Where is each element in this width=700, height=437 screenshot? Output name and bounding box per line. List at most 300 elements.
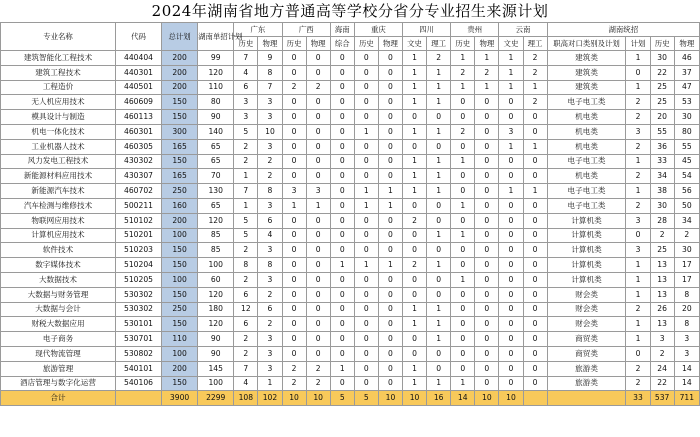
major-name: 建筑工程技术 [1,65,116,80]
province-plan-cell: 0 [330,287,354,302]
hunan-plan-count: 2 [626,302,650,317]
summary-cell: 10 [475,391,499,406]
hunan-physics: 17 [674,272,699,287]
province-plan-cell: 0 [499,198,523,213]
vocational-category: 财会类 [547,317,626,332]
major-name: 无人机应用技术 [1,95,116,110]
province-plan-cell: 0 [378,272,402,287]
province-plan-cell: 0 [330,154,354,169]
major-name: 软件技术 [1,243,116,258]
total-plan: 150 [162,287,198,302]
province-plan-cell: 0 [475,95,499,110]
province-plan-cell: 1 [403,302,427,317]
province-plan-cell: 0 [451,258,475,273]
hunan-single-plan: 65 [198,154,234,169]
province-plan-cell: 6 [234,287,258,302]
province-plan-cell: 0 [378,228,402,243]
major-code: 530802 [116,346,162,361]
hunan-history: 20 [650,110,674,125]
hunan-single-plan: 85 [198,243,234,258]
province-plan-cell: 0 [378,95,402,110]
total-plan: 200 [162,213,198,228]
province-plan-cell: 0 [475,154,499,169]
province-plan-cell: 0 [330,139,354,154]
major-name: 旅游管理 [1,361,116,376]
header-vocational-category: 职高对口类别及计划 [547,37,626,51]
major-name: 模具设计与制造 [1,110,116,125]
province-plan-cell: 0 [451,317,475,332]
vocational-category: 计算机类 [547,272,626,287]
summary-history: 537 [650,391,674,406]
province-plan-cell: 0 [499,376,523,391]
province-plan-cell: 0 [306,346,330,361]
total-plan: 250 [162,302,198,317]
province-plan-cell: 0 [354,154,378,169]
table-row [1,243,700,258]
province-plan-cell: 0 [499,228,523,243]
vocational-category: 计算机类 [547,228,626,243]
province-plan-cell: 9 [258,51,282,66]
province-plan-cell: 0 [354,95,378,110]
hunan-single-plan: 120 [198,287,234,302]
province-plan-cell: 0 [282,332,306,347]
province-plan-cell: 0 [378,376,402,391]
province-plan-cell: 0 [306,302,330,317]
province-plan-cell: 0 [451,332,475,347]
province-plan-cell: 0 [523,332,547,347]
vocational-category: 电子电工类 [547,184,626,199]
province-plan-cell: 4 [258,228,282,243]
hunan-plan-count: 2 [626,376,650,391]
total-plan: 150 [162,258,198,273]
province-plan-cell: 2 [306,80,330,95]
province-plan-cell: 0 [354,272,378,287]
province-plan-cell: 1 [354,258,378,273]
hunan-physics: 3 [674,332,699,347]
province-plan-cell: 0 [523,302,547,317]
province-plan-cell: 0 [282,51,306,66]
summary-physics: 711 [674,391,699,406]
hunan-plan-count: 1 [626,272,650,287]
province-plan-cell: 0 [475,258,499,273]
province-plan-cell: 2 [523,65,547,80]
province-plan-cell: 0 [306,228,330,243]
summary-cell [523,391,547,406]
province-plan-cell: 3 [258,110,282,125]
table-row [1,346,700,361]
province-plan-cell: 0 [330,228,354,243]
province-plan-cell: 0 [282,228,306,243]
province-plan-cell: 2 [258,154,282,169]
vocational-category: 建筑类 [547,51,626,66]
hunan-single-plan: 65 [198,198,234,213]
hunan-physics: 50 [674,198,699,213]
plan-table [0,22,700,406]
vocational-category: 财会类 [547,302,626,317]
province-plan-cell: 1 [330,258,354,273]
province-plan-cell: 8 [258,184,282,199]
vocational-category: 电子电工类 [547,198,626,213]
province-plan-cell: 0 [523,124,547,139]
total-plan: 200 [162,51,198,66]
table-row [1,272,700,287]
table-row [1,317,700,332]
province-plan-cell: 0 [427,213,451,228]
province-plan-cell: 0 [330,95,354,110]
province-plan-cell: 0 [499,110,523,125]
summary-hunan-plan: 2299 [198,391,234,406]
province-plan-cell: 0 [306,213,330,228]
province-plan-cell: 1 [427,184,451,199]
province-plan-cell: 0 [306,139,330,154]
province-plan-cell: 0 [499,213,523,228]
province-plan-cell: 0 [330,124,354,139]
summary-cell: 10 [282,391,306,406]
province-plan-cell: 1 [499,184,523,199]
province-plan-cell: 0 [403,346,427,361]
vocational-category: 机电类 [547,110,626,125]
hunan-physics: 3 [674,346,699,361]
table-row [1,139,700,154]
province-plan-cell: 0 [523,228,547,243]
province-plan-cell: 0 [523,110,547,125]
province-plan-cell: 0 [451,95,475,110]
hunan-history: 30 [650,51,674,66]
province-plan-cell: 1 [354,124,378,139]
hunan-plan-count: 1 [626,317,650,332]
major-code: 460305 [116,139,162,154]
province-plan-cell: 0 [306,169,330,184]
province-plan-cell: 0 [354,110,378,125]
province-plan-cell: 7 [234,184,258,199]
header-hunan-plan-count: 计划 [626,37,650,51]
hunan-single-plan: 65 [198,139,234,154]
table-row [1,124,700,139]
province-plan-cell: 0 [378,287,402,302]
summary-cell: 16 [427,391,451,406]
province-plan-cell: 0 [354,332,378,347]
province-plan-cell: 3 [306,184,330,199]
hunan-single-plan: 90 [198,110,234,125]
hunan-history: 13 [650,287,674,302]
province-plan-cell: 0 [499,287,523,302]
province-plan-cell: 1 [403,184,427,199]
hunan-history: 33 [650,154,674,169]
table-row [1,258,700,273]
hunan-physics: 17 [674,258,699,273]
province-plan-cell: 0 [475,139,499,154]
province-plan-cell: 1 [475,51,499,66]
summary-cell: 108 [234,391,258,406]
province-plan-cell: 1 [523,139,547,154]
hunan-plan-count: 3 [626,243,650,258]
header-subject: 综合 [330,37,354,51]
table-row [1,361,700,376]
province-plan-cell: 3 [234,95,258,110]
major-name: 建筑智能化工程技术 [1,51,116,66]
province-plan-cell: 0 [282,287,306,302]
province-plan-cell: 1 [234,198,258,213]
province-plan-cell: 6 [258,302,282,317]
major-name: 工业机器人技术 [1,139,116,154]
province-plan-cell: 2 [451,65,475,80]
province-plan-cell: 3 [258,272,282,287]
province-plan-cell: 1 [499,51,523,66]
province-plan-cell: 2 [234,139,258,154]
province-plan-cell: 0 [523,154,547,169]
major-name: 汽车检测与维修技术 [1,198,116,213]
hunan-history: 25 [650,95,674,110]
province-plan-cell: 0 [282,272,306,287]
major-code: 510205 [116,272,162,287]
province-plan-cell: 0 [282,169,306,184]
province-plan-cell: 0 [451,110,475,125]
hunan-plan-count: 2 [626,361,650,376]
header-subject: 物理 [306,37,330,51]
table-row [1,154,700,169]
province-plan-cell: 8 [258,258,282,273]
province-plan-cell: 0 [378,65,402,80]
hunan-history: 30 [650,198,674,213]
province-plan-cell: 0 [403,110,427,125]
province-plan-cell: 0 [354,169,378,184]
total-plan: 150 [162,243,198,258]
province-plan-cell: 8 [258,65,282,80]
table-row [1,184,700,199]
hunan-history: 26 [650,302,674,317]
hunan-history: 2 [650,228,674,243]
province-plan-cell: 7 [234,361,258,376]
hunan-history: 25 [650,243,674,258]
major-code: 530302 [116,287,162,302]
province-plan-cell: 0 [378,302,402,317]
province-plan-cell: 0 [523,346,547,361]
province-plan-cell: 1 [427,376,451,391]
table-row [1,376,700,391]
province-plan-cell: 0 [403,139,427,154]
province-plan-cell: 1 [403,51,427,66]
summary-cell: 10 [499,391,523,406]
total-plan: 100 [162,272,198,287]
summary-cell: 10 [403,391,427,406]
hunan-single-plan: 120 [198,317,234,332]
province-plan-cell: 0 [378,124,402,139]
province-plan-cell: 0 [282,124,306,139]
hunan-physics: 45 [674,154,699,169]
province-plan-cell: 0 [499,169,523,184]
province-plan-cell: 0 [427,139,451,154]
header-subject: 物理 [475,37,499,51]
province-plan-cell: 0 [354,346,378,361]
province-plan-cell: 0 [378,346,402,361]
province-plan-cell: 12 [234,302,258,317]
province-plan-cell: 0 [330,332,354,347]
province-plan-cell: 0 [499,243,523,258]
province-plan-cell: 0 [475,124,499,139]
hunan-single-plan: 99 [198,51,234,66]
hunan-physics: 34 [674,213,699,228]
province-plan-cell: 1 [330,361,354,376]
province-plan-cell: 1 [451,376,475,391]
total-plan: 110 [162,332,198,347]
header-province-hainan: 海南 [330,23,354,37]
province-plan-cell: 1 [403,124,427,139]
province-plan-cell: 2 [523,95,547,110]
province-plan-cell: 4 [234,376,258,391]
province-plan-cell: 3 [282,184,306,199]
province-plan-cell: 5 [234,124,258,139]
province-plan-cell: 0 [330,213,354,228]
major-code: 460113 [116,110,162,125]
hunan-plan-count: 1 [626,258,650,273]
major-name: 大数据技术 [1,272,116,287]
province-plan-cell: 2 [306,376,330,391]
province-plan-cell: 0 [354,317,378,332]
hunan-physics: 20 [674,302,699,317]
province-plan-cell: 0 [330,376,354,391]
hunan-single-plan: 90 [198,346,234,361]
province-plan-cell: 0 [354,243,378,258]
hunan-single-plan: 145 [198,361,234,376]
province-plan-cell: 2 [282,376,306,391]
province-plan-cell: 0 [378,51,402,66]
province-plan-cell: 0 [306,317,330,332]
province-plan-cell: 8 [234,258,258,273]
province-plan-cell: 0 [378,80,402,95]
vocational-category: 机电类 [547,169,626,184]
hunan-history: 36 [650,139,674,154]
hunan-plan-count: 1 [626,51,650,66]
province-plan-cell: 0 [499,317,523,332]
province-plan-cell: 0 [330,110,354,125]
hunan-physics: 37 [674,65,699,80]
major-name: 财税大数据应用 [1,317,116,332]
province-plan-cell: 0 [282,65,306,80]
hunan-physics: 8 [674,317,699,332]
header-total-plan: 总计划 [162,23,198,51]
province-plan-cell: 1 [427,317,451,332]
header-code: 代码 [116,23,162,51]
province-plan-cell: 1 [306,198,330,213]
province-plan-cell: 0 [354,302,378,317]
major-name: 数字媒体技术 [1,258,116,273]
province-plan-cell: 0 [282,110,306,125]
province-plan-cell: 0 [427,243,451,258]
province-plan-cell: 1 [451,198,475,213]
header-province-sichuan: 四川 [403,23,451,37]
hunan-history: 22 [650,65,674,80]
summary-total-plan: 3900 [162,391,198,406]
major-name: 工程造价 [1,80,116,95]
hunan-plan-count: 1 [626,80,650,95]
header-subject: 文史 [403,37,427,51]
summary-cell: 5 [330,391,354,406]
vocational-category: 旅游类 [547,361,626,376]
hunan-history: 28 [650,213,674,228]
province-plan-cell: 0 [306,258,330,273]
province-plan-cell: 0 [475,346,499,361]
province-plan-cell: 1 [378,198,402,213]
vocational-category: 计算机类 [547,258,626,273]
hunan-physics: 55 [674,139,699,154]
province-plan-cell: 0 [378,332,402,347]
total-plan: 100 [162,346,198,361]
province-plan-cell: 0 [523,361,547,376]
summary-plan: 33 [626,391,650,406]
vocational-category: 建筑类 [547,80,626,95]
province-plan-cell: 0 [282,317,306,332]
major-name: 物联网应用技术 [1,213,116,228]
province-plan-cell: 0 [523,198,547,213]
hunan-physics: 30 [674,110,699,125]
hunan-plan-count: 1 [626,184,650,199]
province-plan-cell: 0 [451,213,475,228]
province-plan-cell: 1 [234,169,258,184]
province-plan-cell: 0 [330,302,354,317]
province-plan-cell: 0 [475,376,499,391]
province-plan-cell: 5 [234,213,258,228]
province-plan-cell: 0 [330,80,354,95]
province-plan-cell: 1 [427,258,451,273]
major-code: 530302 [116,302,162,317]
hunan-history: 55 [650,124,674,139]
header-hunan-plan: 湖南单招计划 [198,23,234,51]
province-plan-cell: 1 [427,80,451,95]
province-plan-cell: 0 [330,317,354,332]
hunan-history: 13 [650,258,674,273]
province-plan-cell: 0 [282,258,306,273]
hunan-physics: 8 [674,287,699,302]
hunan-history: 22 [650,376,674,391]
summary-category [547,391,626,406]
header-hunan-group: 湖南统招 [547,23,699,37]
province-plan-cell: 1 [282,198,306,213]
province-plan-cell: 0 [499,258,523,273]
hunan-physics: 80 [674,124,699,139]
summary-cell: 102 [258,391,282,406]
province-plan-cell: 0 [378,243,402,258]
hunan-physics: 46 [674,51,699,66]
major-code: 460609 [116,95,162,110]
province-plan-cell: 0 [354,228,378,243]
province-plan-cell: 0 [475,213,499,228]
province-plan-cell: 0 [354,361,378,376]
vocational-category: 财会类 [547,287,626,302]
province-plan-cell: 1 [427,95,451,110]
hunan-history: 38 [650,184,674,199]
total-plan: 150 [162,376,198,391]
vocational-category: 商贸类 [547,346,626,361]
hunan-history: 13 [650,272,674,287]
total-plan: 160 [162,198,198,213]
province-plan-cell: 1 [427,332,451,347]
major-name: 新能源汽车技术 [1,184,116,199]
province-plan-cell: 0 [523,169,547,184]
province-plan-cell: 6 [234,317,258,332]
province-plan-cell: 2 [282,361,306,376]
hunan-single-plan: 180 [198,302,234,317]
hunan-single-plan: 140 [198,124,234,139]
province-plan-cell: 6 [234,80,258,95]
total-plan: 150 [162,95,198,110]
province-plan-cell: 3 [258,361,282,376]
hunan-physics: 2 [674,228,699,243]
hunan-physics: 53 [674,95,699,110]
province-plan-cell: 1 [499,65,523,80]
total-plan: 150 [162,110,198,125]
province-plan-cell: 0 [378,110,402,125]
hunan-single-plan: 60 [198,272,234,287]
